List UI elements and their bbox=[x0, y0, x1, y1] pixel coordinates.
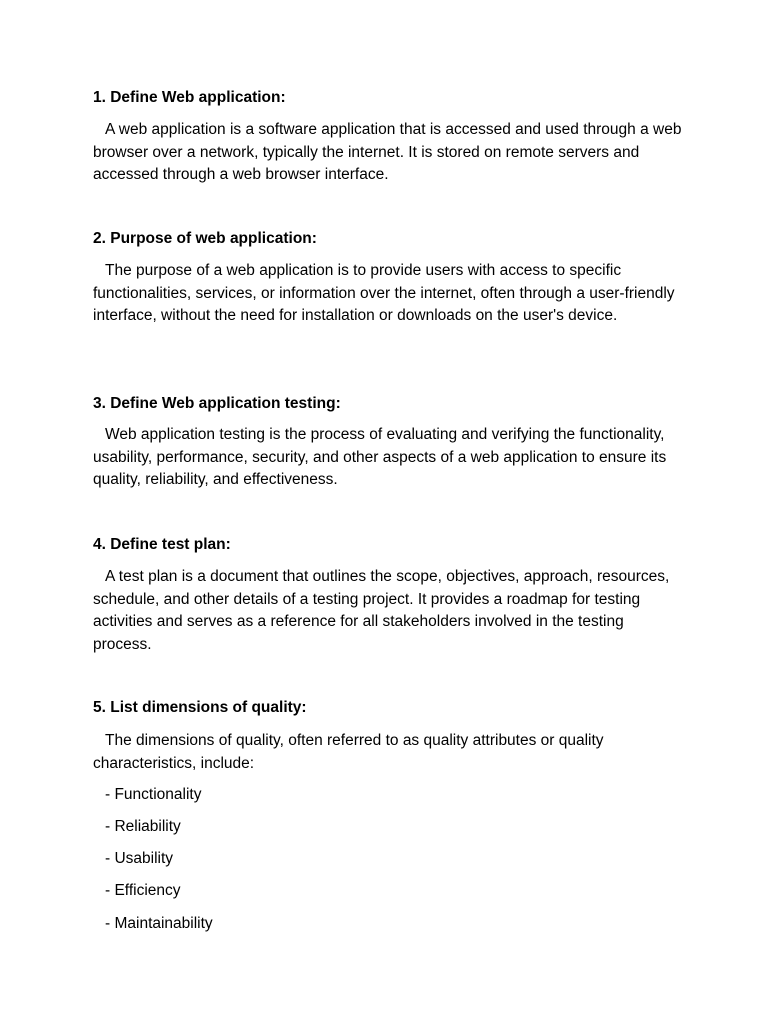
section-1-body: A web application is a software application that is accessed and used through a web browser over a network, typically the internet. It is stored on remote servers and accessed through a web browser interface. bbox=[93, 121, 682, 183]
section-4-body: A test plan is a document that outlines the scope, objectives, approach, resources, schedule, and other details of a testing project. It provides a roadmap for testing activities and serves as a reference for all stakeholders involved in the testing process. bbox=[93, 568, 670, 653]
quality-list-item: - Efficiency bbox=[105, 882, 181, 899]
quality-list-item: - Functionality bbox=[105, 786, 202, 803]
section-4-heading: 4. Define test plan: bbox=[93, 536, 231, 553]
section-2-body: The purpose of a web application is to provide users with access to specific functionalities, services, or information over the internet, often through a user-friendly interface, without the need for installation or downloads on the user's device. bbox=[93, 262, 675, 324]
quality-list-item: - Usability bbox=[105, 850, 174, 867]
section-3-heading: 3. Define Web application testing: bbox=[93, 395, 341, 412]
section-1-heading: 1. Define Web application: bbox=[93, 89, 286, 106]
quality-list-item: - Maintainability bbox=[105, 915, 213, 932]
section-5-body: The dimensions of quality, often referred to as quality attributes or quality characteristics, include: bbox=[93, 732, 604, 772]
section-5-heading: 5. List dimensions of quality: bbox=[93, 699, 307, 716]
section-3-body: Web application testing is the process of evaluating and verifying the functionality, usability, performance, security, and other aspects of a web application to ensure its quality, reliability, and effectiveness. bbox=[93, 426, 667, 488]
quality-list-item: - Reliability bbox=[105, 818, 181, 835]
section-2-heading: 2. Purpose of web application: bbox=[93, 230, 317, 247]
